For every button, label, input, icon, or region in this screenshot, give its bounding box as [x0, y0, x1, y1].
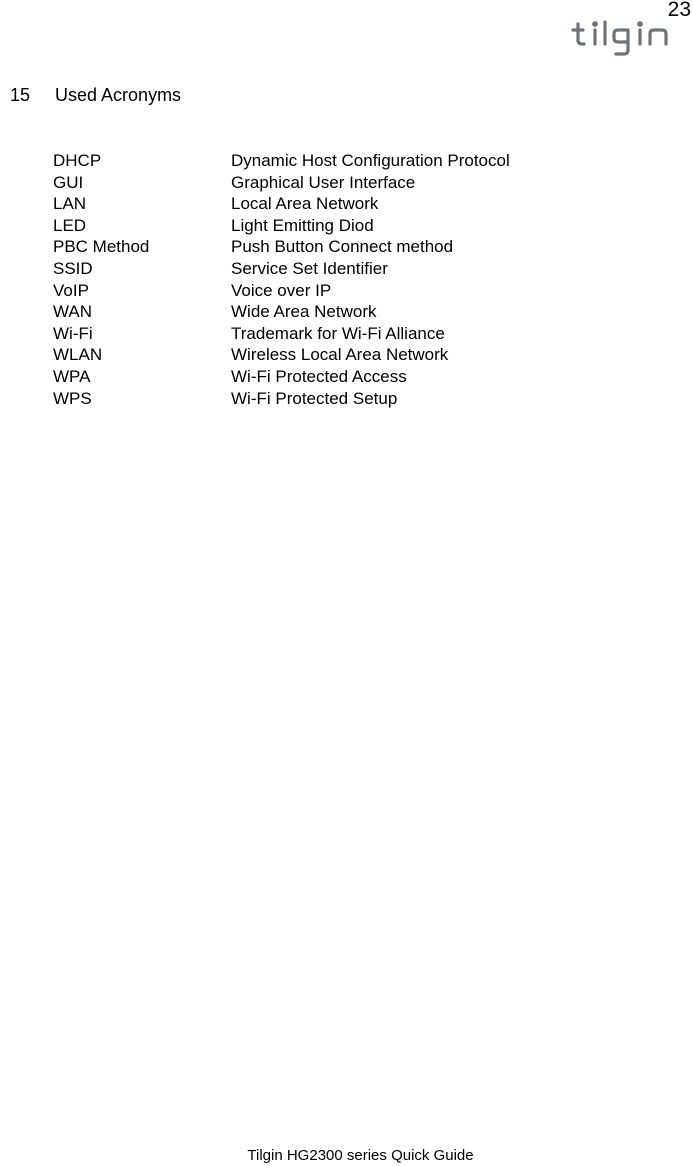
acronym-row [53, 366, 613, 388]
footer-text: Tilgin HG2300 series Quick Guide [247, 1147, 474, 1164]
acronym-list [53, 150, 613, 409]
acronym-row [53, 236, 613, 258]
section-title: Used Acronyms [55, 85, 182, 105]
section-heading [0, 62, 181, 106]
acronym-definition: Wide Area Network [231, 302, 377, 322]
page-number: 23 [667, 0, 691, 21]
acronym-definition: Trademark for Wi-Fi Alliance [231, 323, 445, 343]
acronym-row [53, 301, 613, 323]
acronym-definition: Light Emitting Diod [231, 215, 374, 235]
acronym-definition: Voice over IP [231, 280, 332, 300]
acronym-definition: Push Button Connect method [231, 237, 454, 257]
acronym-row [53, 215, 613, 237]
acronym-term: WAN [53, 302, 93, 322]
acronym-row [53, 344, 613, 366]
acronym-term: LAN [53, 194, 87, 214]
acronym-row [53, 150, 613, 172]
acronym-definition: Dynamic Host Configuration Protocol [231, 151, 510, 170]
acronym-definition: Service Set Identifier [231, 258, 388, 278]
acronym-term: WLAN [53, 345, 103, 365]
acronym-term: VoIP [53, 280, 89, 300]
acronym-definition: Local Area Network [231, 194, 379, 214]
acronym-row [53, 193, 613, 215]
acronym-term: SSID [53, 258, 93, 278]
acronym-row [53, 172, 613, 194]
acronym-row [53, 280, 613, 302]
acronym-definition: Wi-Fi Protected Setup [231, 388, 398, 408]
section-number: 15 [10, 85, 31, 105]
acronym-term: Wi-Fi [53, 323, 93, 343]
acronym-row [53, 258, 613, 280]
logo-strokes [573, 22, 666, 54]
acronym-term: GUI [53, 172, 84, 192]
acronym-definition: Wi-Fi Protected Access [231, 366, 407, 386]
acronym-definition: Graphical User Interface [231, 172, 416, 192]
acronym-term: LED [53, 215, 87, 235]
acronym-term: DHCP [53, 151, 102, 170]
acronym-term: PBC Method [53, 237, 150, 257]
acronym-row [53, 323, 613, 345]
acronym-row [53, 388, 613, 410]
acronym-term: WPA [53, 366, 91, 386]
acronym-definition: Wireless Local Area Network [231, 345, 449, 365]
tilgin-logo [570, 20, 678, 60]
acronym-term: WPS [53, 388, 92, 408]
